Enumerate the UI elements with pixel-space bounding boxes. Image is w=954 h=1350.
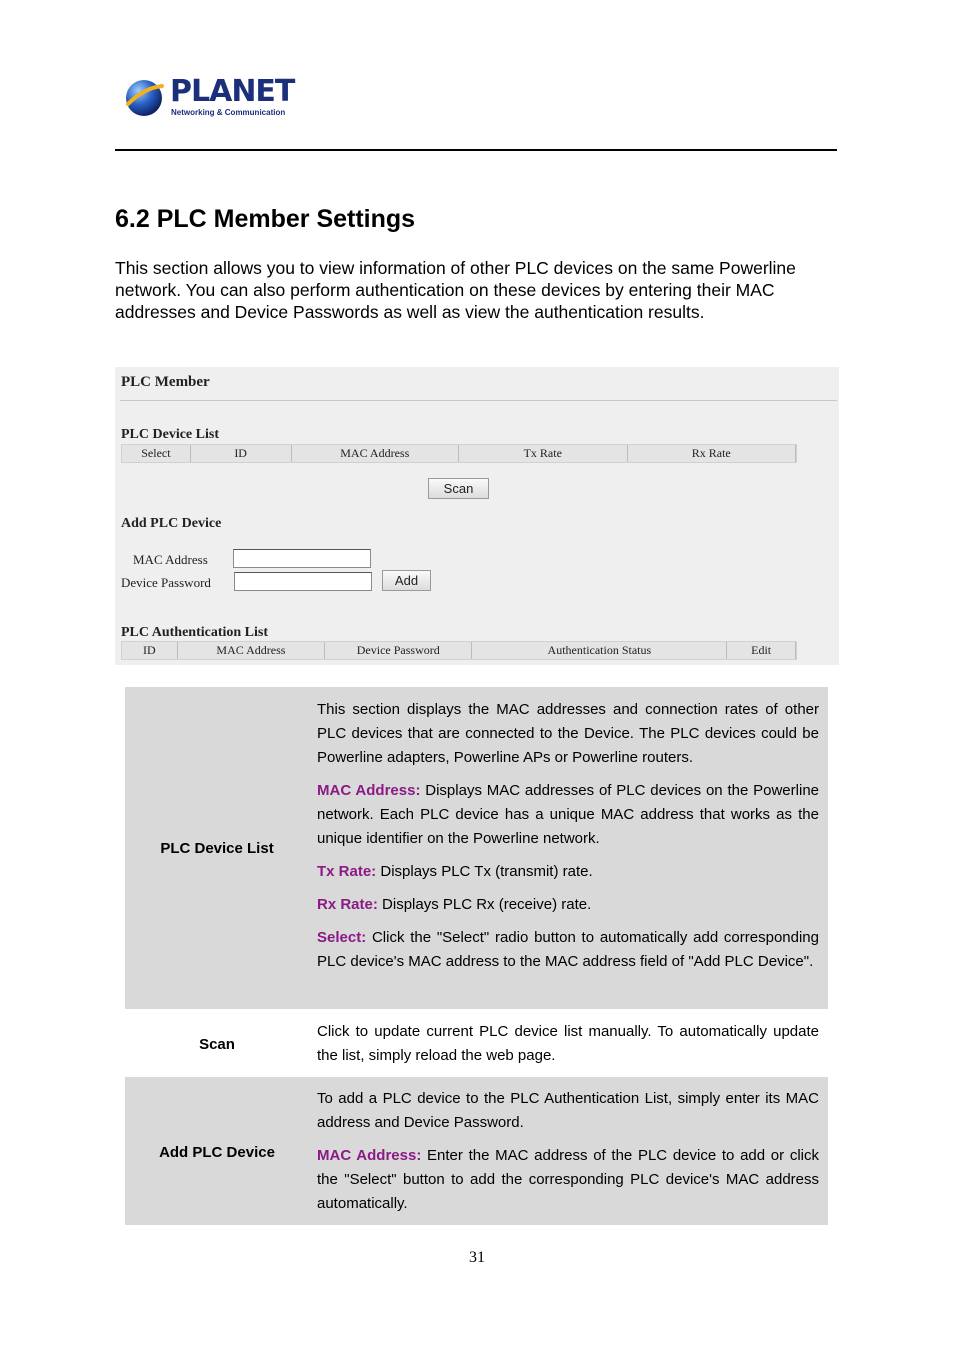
- desc-key-scan: Scan: [199, 1036, 235, 1053]
- col-auth-id: ID: [122, 642, 178, 659]
- desc-term-text: Displays MAC addresses of PLC devices on the Powerline network. Each PLC device has a unique MAC address that works as the unique identifier on the Powerline network.: [317, 782, 819, 847]
- desc-term-text: Displays PLC Rx (receive) rate.: [377, 896, 592, 913]
- desc-term-text: Displays PLC Tx (transmit) rate.: [376, 863, 593, 880]
- header-divider: [115, 149, 837, 151]
- desc-term-text: Enter the MAC address of the PLC device to add or click the "Select" button to add the corresponding PLC device's MAC address automatically.: [317, 1147, 819, 1212]
- device-password-input[interactable]: [234, 572, 372, 591]
- desc-item: [317, 926, 819, 974]
- col-id: ID: [191, 445, 292, 462]
- mac-address-input[interactable]: [233, 549, 371, 568]
- device-list-heading: PLC Device List: [121, 427, 219, 442]
- globe-icon: [124, 78, 164, 118]
- desc-item: [317, 860, 819, 884]
- col-auth-status: Authentication Status: [472, 642, 727, 659]
- section-title: 6.2 PLC Member Settings: [115, 205, 416, 233]
- desc-term-text: Click the "Select" radio button to automatically add corresponding PLC device's MAC address to the MAC address field of "Add PLC Device".: [317, 929, 819, 970]
- desc-term: MAC Address:: [317, 1147, 422, 1164]
- desc-item: [317, 893, 819, 917]
- desc-value-scan: [317, 1020, 819, 1077]
- desc-item: [317, 779, 819, 851]
- desc-key-add-device: Add PLC Device: [159, 1144, 275, 1161]
- auth-list-heading: PLC Authentication List: [121, 625, 269, 640]
- intro-paragraph: This section allows you to view information of other PLC devices on the same Powerline network. You can also perform authentication on these devices by entering their MAC addresses and Device Passwords as well as view the authentication results.: [115, 258, 796, 322]
- brand-name: PLANET: [170, 74, 295, 109]
- plc-member-panel: [115, 367, 839, 665]
- desc-text: Click to update current PLC device list manually. To automatically update the list, simply reload the web page.: [317, 1023, 819, 1064]
- desc-term: Select:: [317, 929, 367, 946]
- desc-value-add-device: [317, 1087, 819, 1225]
- desc-text: This section displays the MAC addresses and connection rates of other PLC devices that are connected to the Device. The PLC devices could be Powerline adapters, Powerline APs or Powerline routers.: [317, 701, 819, 766]
- device-list-header: [121, 444, 797, 463]
- desc-term: MAC Address:: [317, 782, 421, 799]
- desc-value-device-list: [317, 698, 819, 983]
- add-button[interactable]: Add: [382, 570, 431, 591]
- desc-item: [317, 1144, 819, 1216]
- col-auth-device-password: Device Password: [325, 642, 472, 659]
- page-number: 31: [469, 1249, 485, 1266]
- col-select: Select: [122, 445, 191, 462]
- panel-title: PLC Member: [121, 374, 210, 390]
- add-device-heading: Add PLC Device: [121, 516, 222, 531]
- auth-list-header: [121, 641, 797, 660]
- desc-key-device-list: PLC Device List: [160, 840, 274, 857]
- desc-row-add-device: [125, 1077, 828, 1225]
- col-auth-mac-address: MAC Address: [178, 642, 325, 659]
- col-mac-address: MAC Address: [292, 445, 460, 462]
- col-rx-rate: Rx Rate: [628, 445, 797, 462]
- desc-term: Tx Rate:: [317, 863, 377, 880]
- mac-address-label: MAC Address: [133, 552, 208, 567]
- device-password-label: Device Password: [121, 575, 211, 590]
- desc-term: Rx Rate:: [317, 896, 378, 913]
- col-auth-edit: Edit: [727, 642, 796, 659]
- desc-row-device-list: [125, 687, 828, 1009]
- brand-tagline: Networking & Communication: [171, 108, 286, 117]
- desc-row-scan: [125, 1010, 828, 1076]
- desc-text: To add a PLC device to the PLC Authentication List, simply enter its MAC address and Device Password.: [317, 1090, 819, 1131]
- panel-divider: [120, 400, 837, 401]
- planet-logo: [124, 76, 294, 122]
- col-tx-rate: Tx Rate: [459, 445, 628, 462]
- scan-button[interactable]: Scan: [428, 478, 489, 499]
